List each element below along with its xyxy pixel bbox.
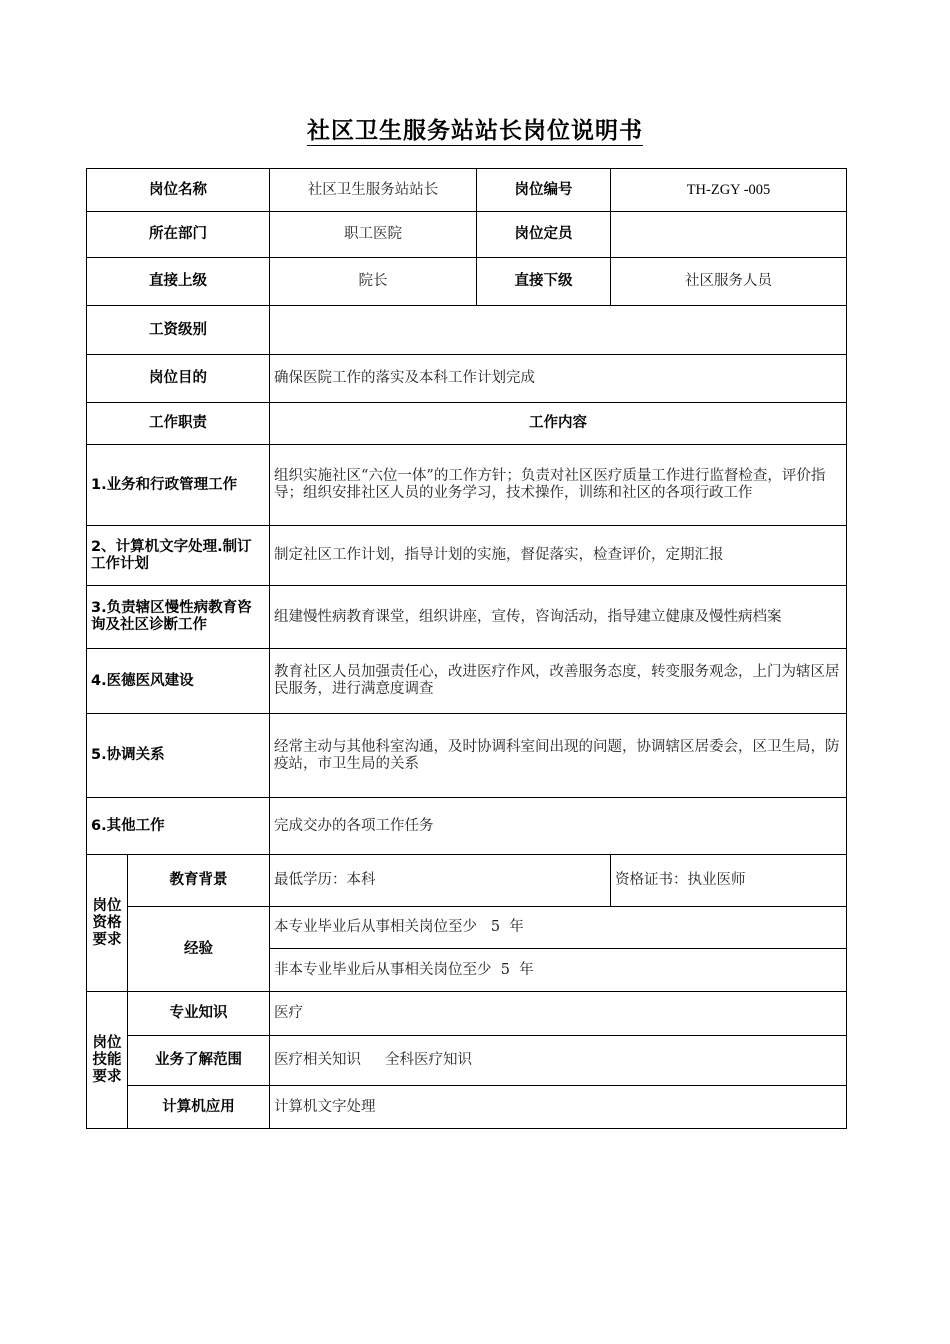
scope-value-2: 全科医疗知识 — [385, 1052, 472, 1068]
duty-row — [87, 526, 847, 586]
department-label: 所在部门 — [87, 212, 270, 258]
subordinate-label: 直接下级 — [477, 258, 611, 306]
knowledge-label: 专业知识 — [128, 992, 270, 1036]
duty-title: 4.医德医风建设 — [87, 649, 270, 714]
department-value: 职工医院 — [270, 212, 477, 258]
scope-value — [270, 1036, 847, 1086]
certificate-value: 资格证书：执业医师 — [611, 855, 847, 907]
row-department — [87, 212, 847, 258]
computer-value: 计算机文字处理 — [270, 1086, 847, 1129]
duty-title: 5.协调关系 — [87, 714, 270, 798]
row-position-name — [87, 169, 847, 212]
position-code-label: 岗位编号 — [477, 169, 611, 212]
duty-content: 经常主动与其他科室沟通，及时协调科室间出现的问题，协调辖区居委会，区卫生局，防疫站，市卫生局的关系 — [270, 714, 847, 798]
row-education — [87, 855, 847, 907]
duties-header-left: 工作职责 — [87, 403, 270, 445]
salary-label: 工资级别 — [87, 306, 270, 355]
duty-title: 1.业务和行政管理工作 — [87, 445, 270, 526]
row-duties-header — [87, 403, 847, 445]
duty-title: 2、计算机文字处理.制订工作计划 — [87, 526, 270, 586]
row-experience-1 — [87, 907, 847, 949]
education-value: 最低学历：本科 — [270, 855, 611, 907]
purpose-label: 岗位目的 — [87, 355, 270, 403]
scope-value-1: 医疗相关知识 — [274, 1052, 361, 1068]
duty-content: 制定社区工作计划，指导计划的实施，督促落实，检查评价，定期汇报 — [270, 526, 847, 586]
duty-content: 完成交办的各项工作任务 — [270, 798, 847, 855]
page-title: 社区卫生服务站站长岗位说明书 — [307, 117, 643, 144]
qualification-group-label: 岗位资格要求 — [87, 855, 128, 992]
superior-value: 院长 — [270, 258, 477, 306]
experience-value-2: 非本专业毕业后从事相关岗位至少 5 年 — [270, 949, 847, 992]
salary-value — [270, 306, 847, 355]
duty-row — [87, 445, 847, 526]
superior-label: 直接上级 — [87, 258, 270, 306]
row-knowledge — [87, 992, 847, 1036]
skills-group-label: 岗位技能要求 — [87, 992, 128, 1129]
duty-row — [87, 714, 847, 798]
duty-title: 3.负责辖区慢性病教育咨询及社区诊断工作 — [87, 586, 270, 649]
job-description-table — [86, 168, 847, 1129]
purpose-value: 确保医院工作的落实及本科工作计划完成 — [270, 355, 847, 403]
knowledge-value: 医疗 — [270, 992, 847, 1036]
subordinate-value: 社区服务人员 — [611, 258, 847, 306]
row-computer — [87, 1086, 847, 1129]
row-purpose — [87, 355, 847, 403]
position-name-value: 社区卫生服务站站长 — [270, 169, 477, 212]
experience-label: 经验 — [128, 907, 270, 992]
computer-label: 计算机应用 — [128, 1086, 270, 1129]
education-label: 教育背景 — [128, 855, 270, 907]
row-scope — [87, 1036, 847, 1086]
position-code-value: TH-ZGY -005 — [611, 169, 847, 212]
position-name-label: 岗位名称 — [87, 169, 270, 212]
duty-row — [87, 586, 847, 649]
duty-content: 组建慢性病教育课堂，组织讲座，宣传，咨询活动，指导建立健康及慢性病档案 — [270, 586, 847, 649]
quota-value — [611, 212, 847, 258]
duties-header-right: 工作内容 — [270, 403, 847, 445]
experience-value-1: 本专业毕业后从事相关岗位至少 5 年 — [270, 907, 847, 949]
duty-content: 组织实施社区“六位一体”的工作方针；负责对社区医疗质量工作进行监督检查，评价指导；组织安排社区人员的业务学习，技术操作，训练和社区的各项行政工作 — [270, 445, 847, 526]
quota-label: 岗位定员 — [477, 212, 611, 258]
duty-row — [87, 798, 847, 855]
duty-content: 教育社区人员加强责任心，改进医疗作风，改善服务态度，转变服务观念，上门为辖区居民服务，进行满意度调查 — [270, 649, 847, 714]
duty-row — [87, 649, 847, 714]
scope-label: 业务了解范围 — [128, 1036, 270, 1086]
duty-title: 6.其他工作 — [87, 798, 270, 855]
row-salary — [87, 306, 847, 355]
row-superior — [87, 258, 847, 306]
